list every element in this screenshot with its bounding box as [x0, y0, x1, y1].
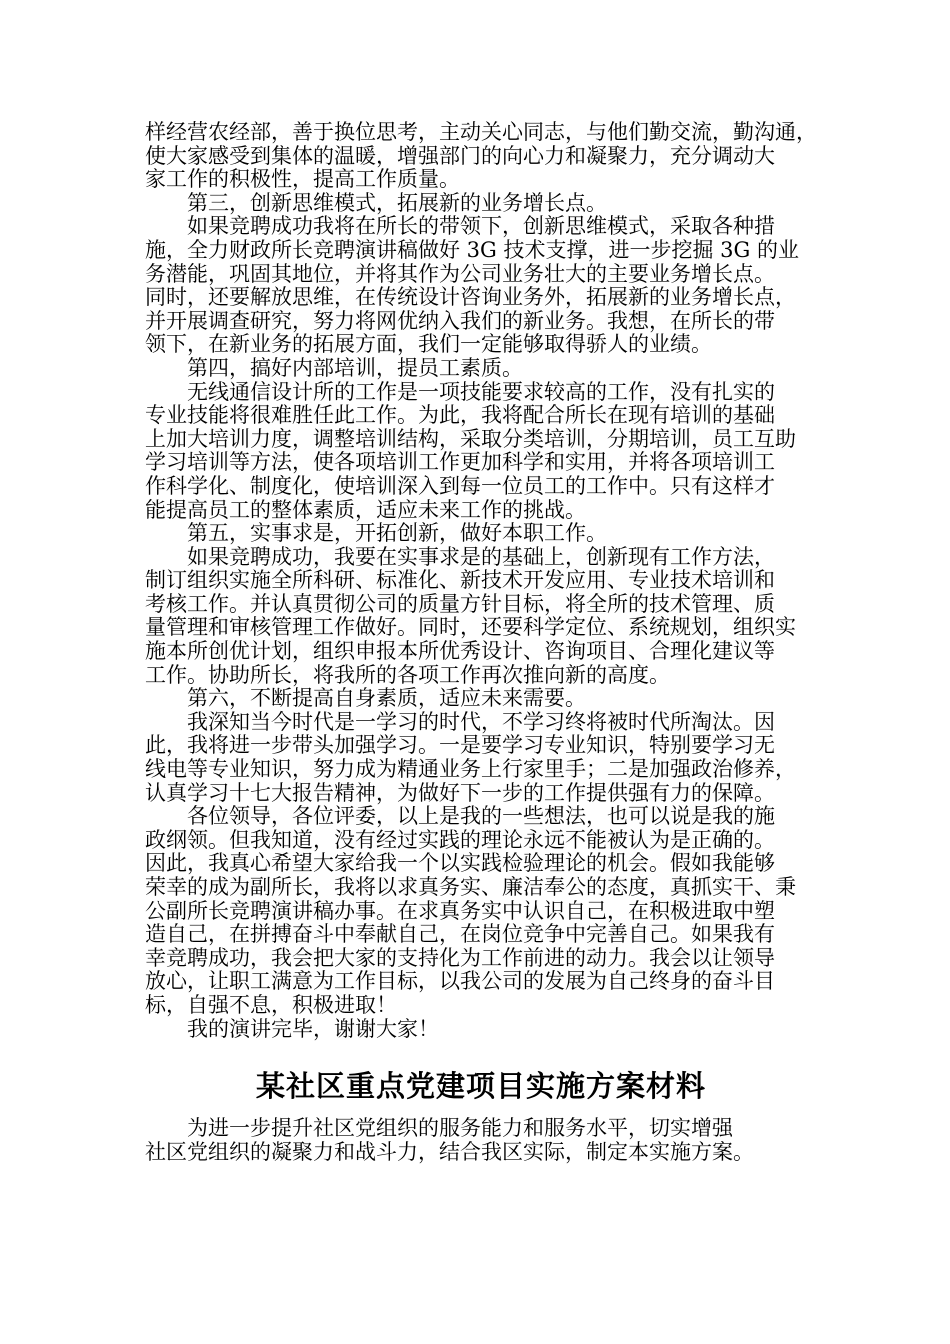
text-line: 为进一步提升社区党组织的服务能力和服务水平，切实增强 [187, 1116, 733, 1141]
text-line: 因此，我真心希望大家给我一个以实践检验理论的机会。假如我能够 [145, 851, 775, 876]
text-line: 专业技能将很难胜任此工作。为此，我将配合所长在现有培训的基础 [145, 403, 775, 428]
section-heading-5: 第五，实事求是，开拓创新，做好本职工作。 [187, 521, 607, 546]
text-line: 使大家感受到集体的温暖，增强部门的向心力和凝聚力，充分调动大 [145, 143, 775, 168]
text-line: 如果竞聘成功我将在所长的带领下，创新思维模式，采取各种措 [187, 214, 775, 239]
paragraph-continuation [145, 121, 817, 192]
text-line: 放心，让职工满意为工作目标，以我公司的发展为自己终身的奋斗目 [145, 969, 775, 994]
text-line: 各位领导，各位评委，以上是我的一些想法，也可以说是我的施 [187, 804, 775, 829]
text-line: 考核工作。并认真贯彻公司的质量方针目标，将全所的技术管理、质 [145, 591, 775, 616]
document-page [145, 121, 817, 1164]
text-line: 并开展调查研究，努力将网优纳入我们的新业务。我想，在所长的带 [145, 308, 775, 333]
section-heading-3: 第三，创新思维模式，拓展新的业务增长点。 [187, 190, 607, 215]
text-line: 学习培训等方法，使各项培训工作更加科学和实用，并将各项培训工 [145, 450, 775, 475]
text-line: 务潜能，巩固其地位，并将其作为公司业务壮大的主要业务增长点。 [145, 261, 775, 286]
text-line: 样经营农经部，善于换位思考，主动关心同志，与他们勤交流，勤沟通， [145, 120, 817, 144]
paragraph-3 [145, 215, 817, 357]
text-line: 工作。协助所长，将我所的各项工作再次推向新的高度。 [145, 662, 670, 687]
paragraph-5 [145, 546, 817, 688]
text-line: 能提高员工的整体素质，适应未来工作的挑战。 [145, 497, 586, 522]
text-line: 政纲领。但我知道，没有经过实践的理论永远不能被认为是正确的。 [145, 827, 775, 852]
final-remark: 我的演讲完毕，谢谢大家！ [187, 1016, 439, 1041]
text-line: 家工作的积极性，提高工作质量。 [145, 167, 460, 192]
text-line: 此，我将进一步带头加强学习。一是要学习专业知识，特别要学习无 [145, 733, 775, 758]
section-heading-4: 第四，搞好内部培训，提员工素质。 [187, 355, 523, 380]
text-line: 施，全力财政所长竞聘演讲稿做好 3G 技术支撑，进一步挖掘 3G 的业 [145, 237, 799, 262]
paragraph-6 [145, 711, 817, 805]
text-line: 施本所创优计划，组织申报本所优秀设计、咨询项目、合理化建议等 [145, 639, 775, 664]
text-line: 作科学化、制度化，使培训深入到每一位员工的工作中。只有这样才 [145, 473, 775, 498]
text-line: 无线通信设计所的工作是一项技能要求较高的工作，没有扎实的 [187, 379, 775, 404]
section-heading-6: 第六，不断提高自身素质，适应未来需要。 [187, 686, 586, 711]
text-line: 认真学习十七大报告精神，为做好下一步的工作提供强有力的保障。 [145, 780, 775, 805]
text-line: 同时，还要解放思维，在传统设计咨询业务外，拓展新的业务增长点， [145, 285, 796, 310]
text-line: 量管理和审核管理工作做好。同时，还要科学定位、系统规划，组织实 [145, 615, 796, 640]
text-line: 标，自强不息，积极进取！ [145, 992, 397, 1017]
text-line: 荣幸的成为副所长，我将以求真务实、廉洁奉公的态度，真抓实干、秉 [145, 875, 796, 899]
text-line: 线电等专业知识，努力成为精通业务上行家里手；二是加强政治修养， [145, 757, 796, 782]
text-line: 领下，在新业务的拓展方面，我们一定能够取得骄人的业绩。 [145, 332, 712, 357]
section-title: 某社区重点党建项目实施方案材料 [255, 1069, 706, 1104]
text-line: 造自己，在拼搏奋斗中奉献自己，在岗位竞争中完善自己。如果我有 [145, 922, 775, 947]
text-line: 制订组织实施全所科研、标准化、新技术开发应用、专业技术培训和 [145, 568, 775, 593]
text-line: 上加大培训力度，调整培训结构，采取分类培训，分期培训，员工互助 [145, 426, 796, 451]
closing-paragraph [145, 805, 817, 1017]
text-line: 幸竞聘成功，我会把大家的支持化为工作前进的动力。我会以让领导 [145, 945, 775, 970]
text-line: 我深知当今时代是一学习的时代，不学习终将被时代所淘汰。因 [187, 709, 775, 734]
paragraph-4 [145, 381, 817, 523]
text-line: 公副所长竞聘演讲稿办事。在求真务实中认识自己，在积极进取中塑 [145, 898, 775, 923]
intro-paragraph [145, 1117, 817, 1164]
text-line: 如果竞聘成功，我要在实事求是的基础上，创新现有工作方法， [187, 544, 775, 569]
text-line: 社区党组织的凝聚力和战斗力，结合我区实际，制定本实施方案。 [145, 1139, 754, 1164]
